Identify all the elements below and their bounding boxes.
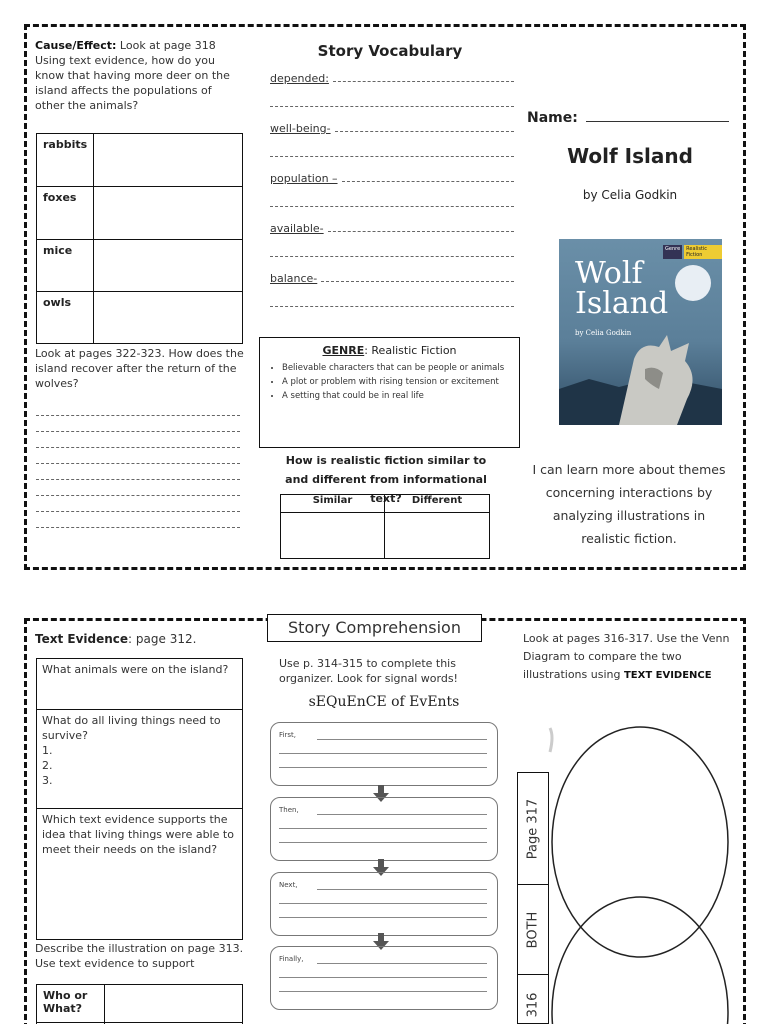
vocab-line[interactable] <box>270 135 514 157</box>
book-cover-image <box>559 239 722 425</box>
similar-header: Similar <box>281 495 385 513</box>
vocab-line[interactable] <box>333 81 514 82</box>
venn-prompt: Look at pages 316-317. Use the Venn Diagram to compare the two illustrations using TEXT EVIDENCE <box>523 632 730 681</box>
genre-heading: GENRE: Realistic Fiction <box>322 344 457 357</box>
sequence-box-first[interactable]: First, <box>270 722 498 786</box>
different-cell[interactable] <box>385 513 490 559</box>
name-field[interactable] <box>527 110 729 126</box>
animal-label: foxes <box>37 187 94 240</box>
name-label: Name: <box>527 110 578 126</box>
cause-effect-label: Cause/Effect: <box>35 39 117 52</box>
animal-label: rabbits <box>37 134 94 187</box>
text-evidence-heading: Text Evidence: page 312. <box>35 632 197 646</box>
vocab-line[interactable] <box>270 285 514 307</box>
compare-question: How is realistic fiction similar to and different from informational text? <box>285 454 487 505</box>
describe-prompt: Describe the illustration on page 313. Use text evidence to support <box>35 942 244 970</box>
book-title: Wolf Island <box>567 144 693 168</box>
vocab-line[interactable] <box>342 181 514 182</box>
animal-label: mice <box>37 240 94 292</box>
vocab-line[interactable] <box>270 85 514 107</box>
vocabulary-list <box>270 72 514 322</box>
venn-label-both: BOTH <box>525 911 541 948</box>
animal-answer-cell[interactable] <box>94 187 243 240</box>
learning-objective: I can learn more about themes concerning interactions by analyzing illustrations in realistic fiction. <box>532 462 726 546</box>
cover-author: by Celia Godkin <box>575 329 632 337</box>
comprehension-title: Story Comprehension <box>267 614 482 642</box>
vocab-word: depended: <box>270 72 329 85</box>
animal-answer-cell[interactable] <box>94 134 243 187</box>
sequence-title: sEQuEnCE of EvEnts <box>308 694 460 710</box>
q1-box[interactable]: What animals were on the island? <box>37 659 242 710</box>
venn-label-page-317: Page 317 <box>525 798 541 859</box>
animal-label: owls <box>37 292 94 344</box>
similar-cell[interactable] <box>281 513 385 559</box>
sequence-box-then[interactable]: Then, <box>270 797 498 861</box>
text-evidence-label: Text Evidence <box>35 632 129 646</box>
venn-label-page-316: 316 <box>525 992 541 1018</box>
vocab-word: well-being- <box>270 122 331 135</box>
cause-effect-prompt: Cause/Effect: Look at page 318 Using text evidence, how do you know that having more deer on the island affects the populations of other the animals? <box>35 39 230 112</box>
vocab-word: balance- <box>270 272 318 285</box>
sequence-box-finally[interactable]: Finally, <box>270 946 498 1010</box>
who-what-table <box>36 984 243 1024</box>
genre-bullet: • A plot or problem with rising tension or excitement <box>282 375 511 389</box>
venn-label-box <box>517 772 549 1024</box>
different-header: Different <box>385 495 490 513</box>
vocabulary-title: Story Vocabulary <box>317 42 463 60</box>
sequence-box-next[interactable]: Next, <box>270 872 498 936</box>
genre-bullets <box>282 361 511 403</box>
animal-table <box>36 133 243 344</box>
vocab-line[interactable] <box>270 235 514 257</box>
vocab-word: population – <box>270 172 338 185</box>
name-line[interactable] <box>586 121 729 122</box>
q2-box[interactable]: What do all living things need to survive? 1. 2. 3. <box>37 710 242 809</box>
recover-prompt: Look at pages 322-323. How does the island recover after the return of the wolves? <box>35 347 244 390</box>
text-evidence-boxes <box>36 658 243 940</box>
animal-answer-cell[interactable] <box>94 240 243 292</box>
genre-bullet: • Believable characters that can be people or animals <box>282 361 511 375</box>
genre-bullet: • A setting that could be in real life <box>282 389 511 403</box>
comprehension-instructions: Use p. 314-315 to complete this organizer. Look for signal words! <box>279 657 458 685</box>
genre-label: GENRE <box>322 344 365 357</box>
cover-genre-tag: Genre Realistic Fiction <box>663 245 722 259</box>
recover-answer-lines[interactable] <box>36 400 240 528</box>
vocab-line[interactable] <box>328 231 514 232</box>
genre-box <box>259 337 520 448</box>
q3-box[interactable]: Which text evidence supports the idea that living things were able to meet their needs on the island? <box>42 813 234 856</box>
book-author: by Celia Godkin <box>582 188 678 202</box>
vocab-line[interactable] <box>321 281 514 282</box>
animal-answer-cell[interactable] <box>94 292 243 344</box>
compare-table <box>280 494 490 559</box>
vocab-word: available- <box>270 222 324 235</box>
who-what-cell[interactable] <box>105 985 243 1023</box>
vocab-line[interactable] <box>335 131 514 132</box>
vocab-line[interactable] <box>270 185 514 207</box>
who-what-label: Who or What? <box>37 985 105 1023</box>
cover-title: Wolf Island <box>575 256 669 321</box>
